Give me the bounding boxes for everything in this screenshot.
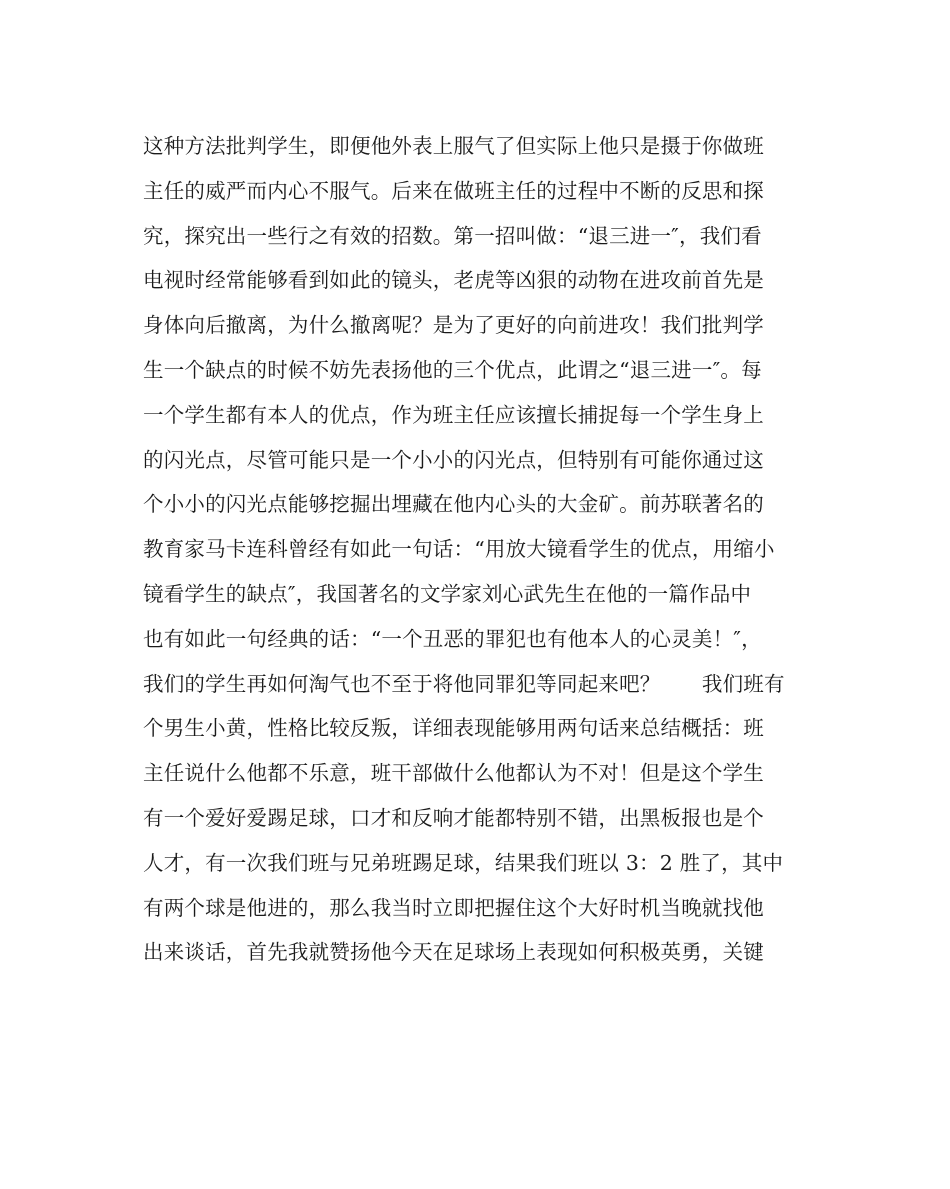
text-line: 教育家马卡连科曾经有如此一句话：“用放大镜看学生的优点，用缩小 <box>143 537 775 562</box>
text-line: 的闪光点，尽管可能只是一个小小的闪光点，但特别有可能你通过这 <box>143 447 764 472</box>
text-line: 个小小的闪光点能够挖掘出埋藏在他内心头的大金矿。前苏联著名的 <box>143 492 764 517</box>
text-line: 电视时经常能够看到如此的镜头，老虎等凶狠的动物在进攻前首先是 <box>143 268 764 293</box>
text-line: 也有如此一句经典的话：“一个丑恶的罪犯也有他本人的心灵美！″， <box>143 626 762 651</box>
text-line: 个男生小黄，性格比较反叛，详细表现能够用两句话来总结概括：班 <box>143 716 764 741</box>
text-line: 身体向后撤离，为什么撤离呢？是为了更好的向前进攻！我们批判学 <box>143 313 764 338</box>
text-line: 出来谈话，首先我就赞扬他今天在足球场上表现如何积极英勇，关键 <box>143 940 764 965</box>
text-line: 有一个爱好爱踢足球，口才和反响才能都特别不错，出黑板报也是个 <box>143 805 764 830</box>
body-paragraph <box>143 124 813 975</box>
text-line: 这种方法批判学生，即便他外表上服气了但实际上他只是摄于你做班 <box>143 134 764 158</box>
text-line: 人才，有一次我们班与兄弟班踢足球，结果我们班以 3：2 胜了，其中 <box>143 850 784 875</box>
text-line: 主任的威严而内心不服气。后来在做班主任的过程中不断的反思和探 <box>143 178 764 203</box>
text-line: 究，探究出一些行之有效的招数。第一招叫做：“退三进一″，我们看 <box>143 223 762 248</box>
text-line: 生一个缺点的时候不妨先表扬他的三个优点，此谓之“退三进一″。每 <box>143 357 762 382</box>
text-line: 一个学生都有本人的优点，作为班主任应该擅长捕捉每一个学生身上 <box>143 402 764 427</box>
text-line: 镜看学生的缺点″，我国著名的文学家刘心武先生在他的一篇作品中 <box>143 581 752 606</box>
text-line: 我们的学生再如何淘气也不至于将他同罪犯等同起来吧？ 我们班有 <box>143 671 785 696</box>
text-line: 有两个球是他进的，那么我当时立即把握住这个大好时机当晚就找他 <box>143 895 764 920</box>
text-line: 主任说什么他都不乐意，班干部做什么他都认为不对！但是这个学生 <box>143 761 764 786</box>
